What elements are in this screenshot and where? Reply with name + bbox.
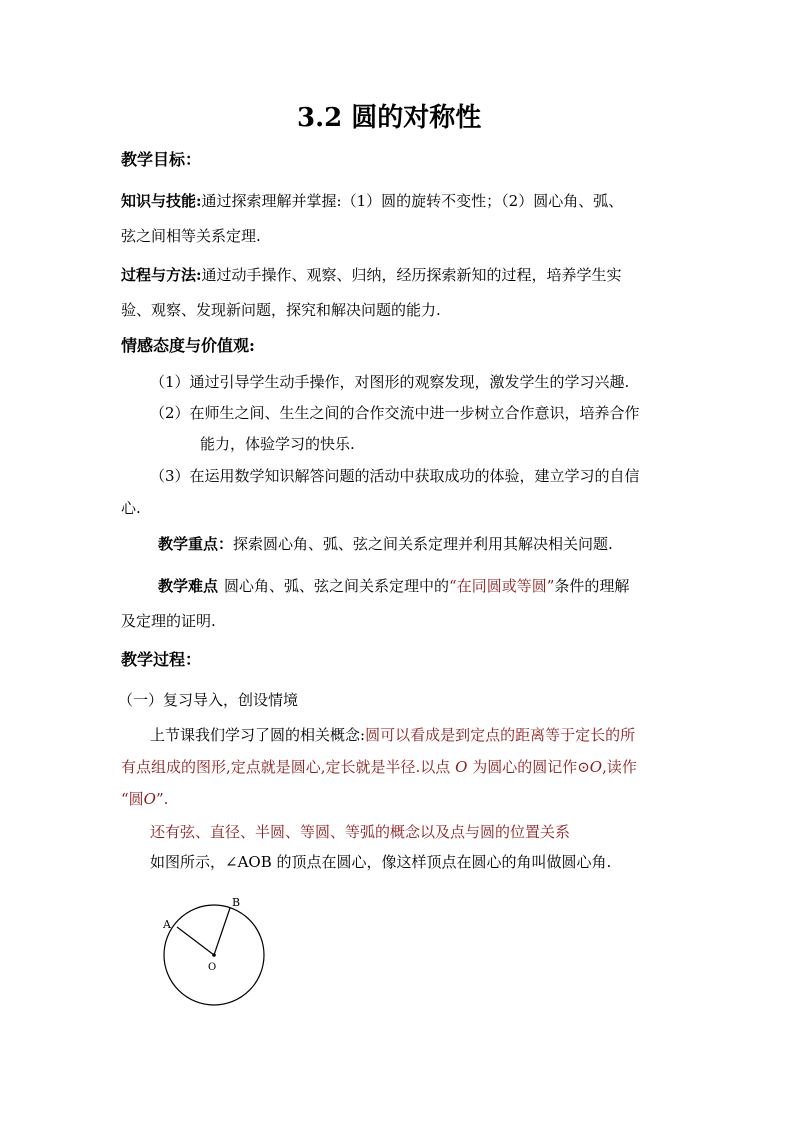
- section1-para-line-3: [121, 789, 168, 809]
- key-point-text: 探索圆心角、弧、弦之间关系定理并利用其解决相关问题.: [233, 535, 613, 553]
- knowledge-line-2: 弦之间相等关系定理.: [121, 227, 261, 245]
- process-line-2: 验、观察、发现新问题，探究和解决问题的能力.: [121, 301, 441, 319]
- section1-p2-o1: O: [455, 758, 468, 776]
- section1-p2-a: 有点组成的图形,定点就是圆心,定长就是半径.以点: [121, 758, 451, 776]
- key-point-label: 教学重点：: [158, 535, 234, 553]
- knowledge-label: 知识与技能:: [121, 192, 202, 210]
- emotion-item-2a: （2）在师生之间、生生之间的合作交流中进一步树立合作意识，培养合作: [150, 404, 640, 422]
- process-heading: 教学过程：: [121, 650, 202, 669]
- section1-heading: （一）复习导入，创设情境: [118, 691, 299, 709]
- difficulty-text-pre: 圆心角、弧、弦之间关系定理中的: [224, 577, 450, 595]
- difficulty-line-1: [158, 576, 629, 596]
- emotion-item-3b: 心.: [121, 499, 141, 517]
- knowledge-text-1: 通过探索理解并掌握:（1）圆的旋转不变性；（2）圆心角、弧、: [201, 192, 624, 210]
- knowledge-line-1: [121, 191, 623, 211]
- section1-p3-b: ”.: [155, 790, 169, 808]
- central-angle-diagram: [150, 888, 280, 1013]
- page-title: 3.2 圆的对称性: [297, 103, 482, 133]
- emotion-item-2b: 能力，体验学习的快乐.: [200, 435, 355, 453]
- process-text-1: 通过动手操作、观察、归纳，经历探索新知的过程，培养学生实: [201, 266, 622, 284]
- section1-para-line-5: 如图所示，∠AOB 的顶点在圆心，像这样顶点在圆心的角叫做圆心角.: [150, 853, 612, 871]
- difficulty-text-post: 条件的理解: [554, 577, 630, 595]
- difficulty-label: 教学难点: [158, 577, 219, 595]
- section1-para-line-4: 还有弦、直径、半圆、等圆、等弧的概念以及点与圆的位置关系: [150, 823, 571, 841]
- key-point: [158, 534, 613, 554]
- label-a: A: [163, 918, 171, 931]
- process-label: 过程与方法:: [121, 266, 202, 284]
- objectives-heading: 教学目标：: [121, 150, 202, 169]
- section1-p2-b: 为圆心的圆记作⊙: [472, 758, 590, 776]
- difficulty-quote: “在同圆或等圆”: [449, 577, 555, 595]
- section1-para-line-2: [121, 757, 637, 777]
- label-o: O: [208, 962, 217, 973]
- emotion-label: 情感态度与价值观:: [121, 336, 255, 355]
- emotion-item-3a: （3）在运用数学知识解答问题的活动中获取成功的体验，建立学习的自信: [150, 467, 640, 485]
- emotion-item-1: （1）通过引导学生动手操作，对图形的观察发现，激发学生的学习兴趣.: [150, 373, 630, 391]
- section1-p3-a: “圆: [121, 790, 144, 808]
- center-point: [212, 953, 216, 957]
- section1-p2-c: ,读作: [602, 758, 637, 776]
- section1-p2-o2: O: [589, 758, 603, 776]
- section1-p3-o: O: [143, 790, 156, 808]
- section1-para-line-1: [150, 725, 635, 745]
- process-line-1: [121, 265, 622, 285]
- difficulty-line-2: 及定理的证明.: [121, 612, 216, 630]
- label-b: B: [232, 896, 241, 909]
- radius-ob: [214, 908, 230, 955]
- section1-p1-black: 上节课我们学习了圆的相关概念:: [150, 726, 366, 744]
- radius-oa: [177, 927, 214, 955]
- section1-p1-red: 圆可以看成是到定点的距离等于定长的所: [365, 726, 636, 744]
